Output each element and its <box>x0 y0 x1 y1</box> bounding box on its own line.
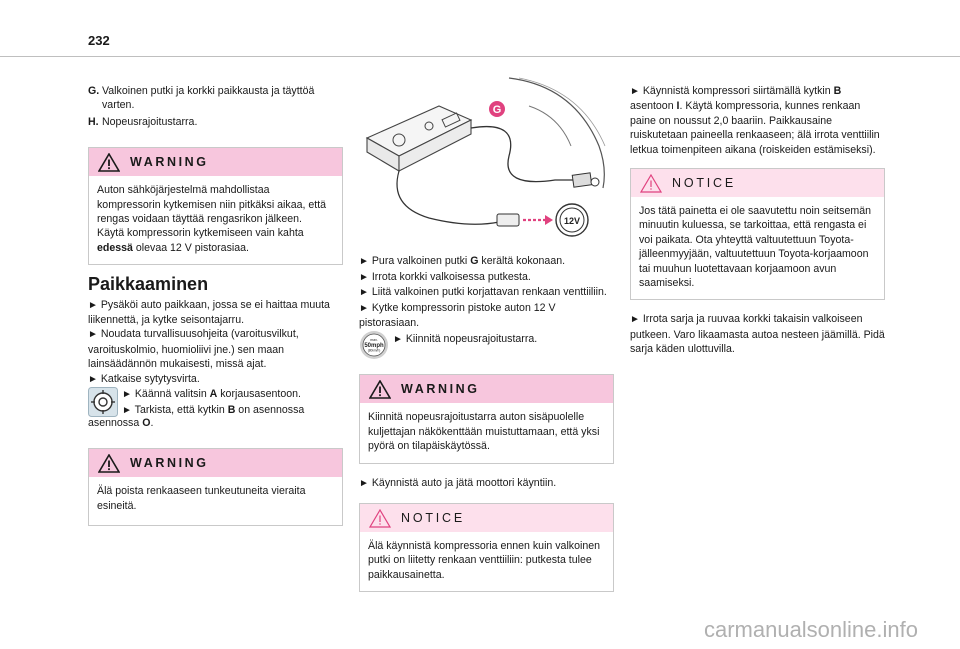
notice-header <box>631 169 884 197</box>
step-item: ► Pysäköi auto paikkaan, jossa se ei haittaa muuta liikennettä, ja kytke seisontajarru. <box>88 298 330 327</box>
svg-text:(80km/h): (80km/h) <box>367 348 381 353</box>
step-item: ► Käännä valitsin A korjausasentoon. <box>122 388 301 401</box>
label-g: G <box>492 104 502 116</box>
warning-box <box>359 374 614 463</box>
notice-triangle-icon <box>640 174 662 193</box>
warning-triangle-icon <box>98 454 120 473</box>
warning-box <box>88 147 343 265</box>
section-heading: Paikkaaminen <box>88 274 209 295</box>
step-item: ► Katkaise sytytysvirta. <box>88 372 200 385</box>
warning-body <box>89 176 342 264</box>
definition-text: Valkoinen putki ja korkki paikkausta ja täyttöä varten. <box>102 85 315 112</box>
column-3 <box>630 84 885 357</box>
step-item: ► Noudata turvallisuusohjeita (varoitusvilkut, varoituskolmio, huomioliivi jne.) sen maan lainsäädännön mukaisesti, missä ajat. <box>88 328 299 371</box>
definition-g <box>88 84 343 113</box>
warning-header <box>89 148 342 176</box>
definition-h <box>88 115 343 129</box>
warning-header <box>360 375 613 403</box>
warning-title: WARNING <box>130 456 209 471</box>
warning-text: Auton sähköjärjestelmä mahdollistaa kompressorin kytkemisen niin pitkäksi aikaa, että rengas voidaan täyttää rengasrikon jälkeen. <box>97 184 327 226</box>
repair-kit-illustration <box>359 76 614 246</box>
step-item: ► Pura valkoinen putki G kerältä kokonaan. <box>359 255 566 268</box>
step-item: ► Kytke kompressorin pistoke auton 12 V pistorasiaan. <box>359 301 556 330</box>
warning-triangle-icon <box>98 153 120 172</box>
notice-text: Jos tätä painetta ei ole saavutettu noin seitsemän minuutin kuluessa, se tarkoittaa, että rengasta ei voi paikata. Ota yhteyttä valtuutettuun Toyota-jälleenmyyjään, valtuutettuun Toyota-korjaamoon tai muuhun luotettavaan korjaamoon avun saamiseksi. <box>639 205 872 290</box>
definition-text: Nopeusrajoitustarra. <box>102 115 198 128</box>
step-item: ► Käynnistä auto ja jätä moottori käyntiin. <box>359 476 557 489</box>
warning-text-2: Käytä kompressorin kytkemiseen vain kahta edessä olevaa 12 V pistorasiaa. <box>97 227 304 254</box>
warning-box <box>88 448 343 526</box>
notice-body <box>631 197 884 299</box>
warning-triangle-icon <box>369 380 391 399</box>
notice-box <box>630 168 885 300</box>
step-item: ► Irrota sarja ja ruuvaa korkki takaisin valkoiseen putkeen. Varo likaamasta autoa nesteen jäämillä. Pidä sarja käden ulottuvilla. <box>630 313 885 356</box>
definition-label: G. <box>88 85 100 97</box>
warning-title: WARNING <box>130 155 209 170</box>
page-number: 232 <box>88 33 110 48</box>
notice-triangle-icon <box>369 509 391 528</box>
warning-text: Älä poista renkaaseen tunkeutuneita vieraita esineitä. <box>97 485 306 512</box>
warning-text: Kiinnitä nopeusrajoitustarra auton sisäpuolelle kuljettajan näkökenttään muistuttamaan, että yksi pyörä on tilapäiskäytössä. <box>368 411 600 453</box>
notice-title: NOTICE <box>672 175 737 190</box>
svg-text:max.: max. <box>370 338 378 343</box>
notice-header <box>360 504 613 532</box>
warning-body <box>89 477 342 525</box>
notice-text: Älä käynnistä kompressoria ennen kuin valkoinen putki on liitetty renkaan venttiiliin: putkesta tulee paikkausainetta. <box>368 540 601 581</box>
step-item: ► Irrota korkki valkoisessa putkesta. <box>359 270 531 283</box>
notice-body <box>360 532 613 591</box>
warning-body <box>360 403 613 462</box>
step-item: ► Kiinnitä nopeusrajoitustarra. <box>393 333 538 346</box>
step-item: ► Käynnistä kompressori siirtämällä kytkin B asentoon I. Käytä kompressoria, kunnes renkaan paine on noussut 2,0 baariin. Paikkausaine ruiskutetaan paineella renkaaseen; älä irrota venttiilin letkua toimenpiteen aikana (roiskeiden estämiseksi). <box>630 85 880 156</box>
notice-box <box>359 503 614 592</box>
header-rule <box>0 56 960 57</box>
speed-limit-sticker-icon <box>359 330 389 360</box>
column-2 <box>359 76 614 604</box>
warning-header <box>89 449 342 477</box>
notice-title: NOTICE <box>401 510 466 525</box>
step-item: ► Liitä valkoinen putki korjattavan renkaan venttiiliin. <box>359 286 607 299</box>
column-1 <box>88 84 343 538</box>
definition-label: H. <box>88 115 99 128</box>
step-with-icon <box>88 387 343 418</box>
warning-title: WARNING <box>401 382 480 397</box>
label-12v: 12V <box>563 216 581 226</box>
step-item-continued: asennossa O. <box>88 416 154 429</box>
step-with-icon <box>359 330 614 360</box>
step-item: ► Tarkista, että kytkin B on asennossa <box>122 403 305 416</box>
watermark: carmanualsonline.info <box>703 617 918 642</box>
svg-text:50mph: 50mph <box>364 343 384 350</box>
selector-dial-icon <box>88 387 118 417</box>
